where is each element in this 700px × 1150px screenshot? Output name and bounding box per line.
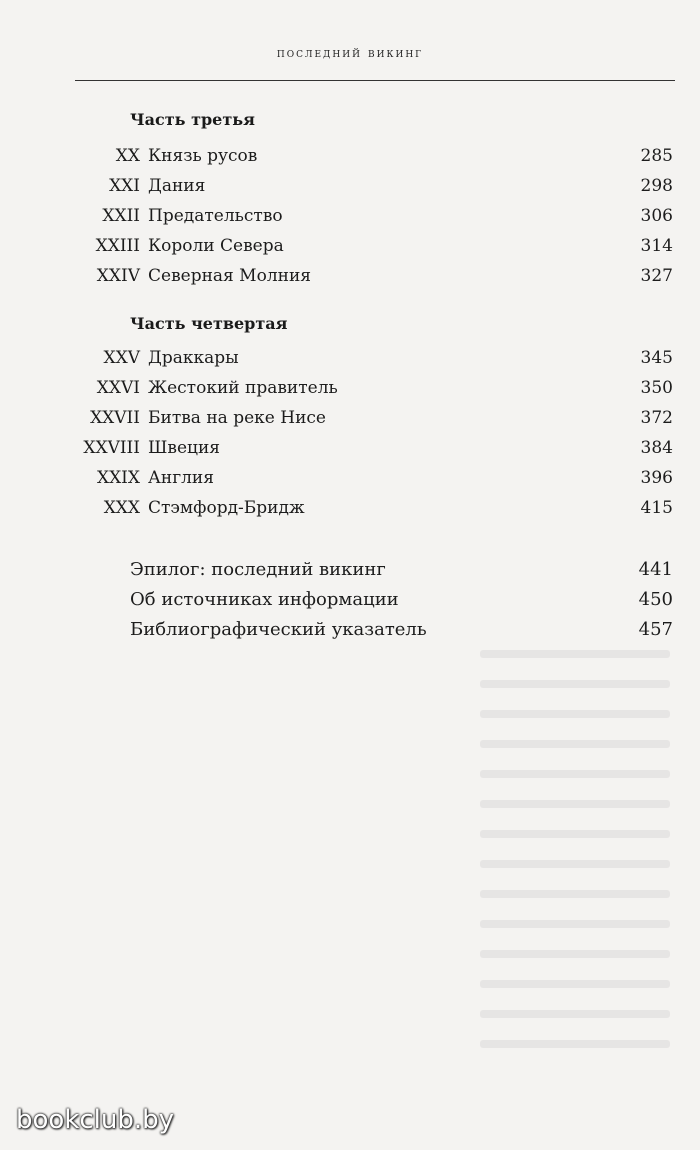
- chapter-number: XXX: [103, 498, 140, 518]
- chapter-title: Драккары: [148, 348, 239, 368]
- running-head: последний викинг: [276, 46, 424, 61]
- chapter-title: Предательство: [148, 206, 283, 226]
- back-matter-title: Эпилог: последний викинг: [130, 559, 386, 580]
- chapter-title: Короли Севера: [148, 236, 284, 256]
- chapter-title: Северная Молния: [148, 266, 312, 286]
- chapter-title: Дания: [148, 176, 206, 196]
- toc-entry: [0, 266, 700, 296]
- page-number: 441: [638, 559, 673, 580]
- toc-entry: [0, 236, 700, 266]
- page-number: 350: [640, 378, 673, 398]
- page-number: 285: [640, 146, 673, 166]
- toc-back-entry: [0, 589, 700, 619]
- part-heading: Часть четвертая: [130, 314, 288, 333]
- chapter-title: Битва на реке Нисе: [148, 408, 326, 428]
- page-number: 396: [640, 468, 673, 488]
- toc-back-entry: [0, 559, 700, 589]
- chapter-title: Князь русов: [148, 146, 258, 166]
- back-matter-title: Об источниках информации: [130, 589, 399, 610]
- page-number: 384: [640, 438, 673, 458]
- toc-entry: [0, 498, 700, 528]
- toc-entry: [0, 438, 700, 468]
- chapter-number: XXIII: [95, 236, 140, 256]
- toc-entry: [0, 206, 700, 236]
- page-number: 345: [640, 348, 673, 368]
- chapter-title: Швеция: [148, 438, 221, 458]
- chapter-number: XXVIII: [83, 438, 140, 458]
- chapter-number: XXVI: [96, 378, 140, 398]
- page-number: 457: [638, 619, 673, 640]
- chapter-title: Стэмфорд-Бридж: [148, 498, 305, 518]
- chapter-number: XX: [115, 146, 140, 166]
- chapter-number: XXII: [102, 206, 140, 226]
- chapter-number: XXVII: [90, 408, 140, 428]
- toc-entry: [0, 468, 700, 498]
- page-number: 298: [640, 176, 673, 196]
- chapter-title: Жестокий правитель: [148, 378, 338, 398]
- header-rule: [75, 80, 675, 81]
- page-number: 372: [640, 408, 673, 428]
- chapter-number: XXIX: [96, 468, 140, 488]
- page-number: 306: [640, 206, 673, 226]
- toc-entry: [0, 378, 700, 408]
- site-watermark: bookclub.by: [16, 1105, 175, 1135]
- part-heading: Часть третья: [130, 110, 255, 129]
- page-number: 314: [640, 236, 673, 256]
- toc-entry: [0, 408, 700, 438]
- chapter-number: XXIV: [96, 266, 140, 286]
- toc-entry: [0, 146, 700, 176]
- chapter-title: Англия: [148, 468, 214, 488]
- page-number: 415: [640, 498, 673, 518]
- toc-entry: [0, 176, 700, 206]
- chapter-number: XXI: [109, 176, 140, 196]
- back-matter-title: Библиографический указатель: [130, 619, 427, 640]
- chapter-number: XXV: [103, 348, 140, 368]
- page-number: 450: [638, 589, 673, 610]
- page-number: 327: [640, 266, 673, 286]
- toc-entry: [0, 348, 700, 378]
- toc-back-entry: [0, 619, 700, 649]
